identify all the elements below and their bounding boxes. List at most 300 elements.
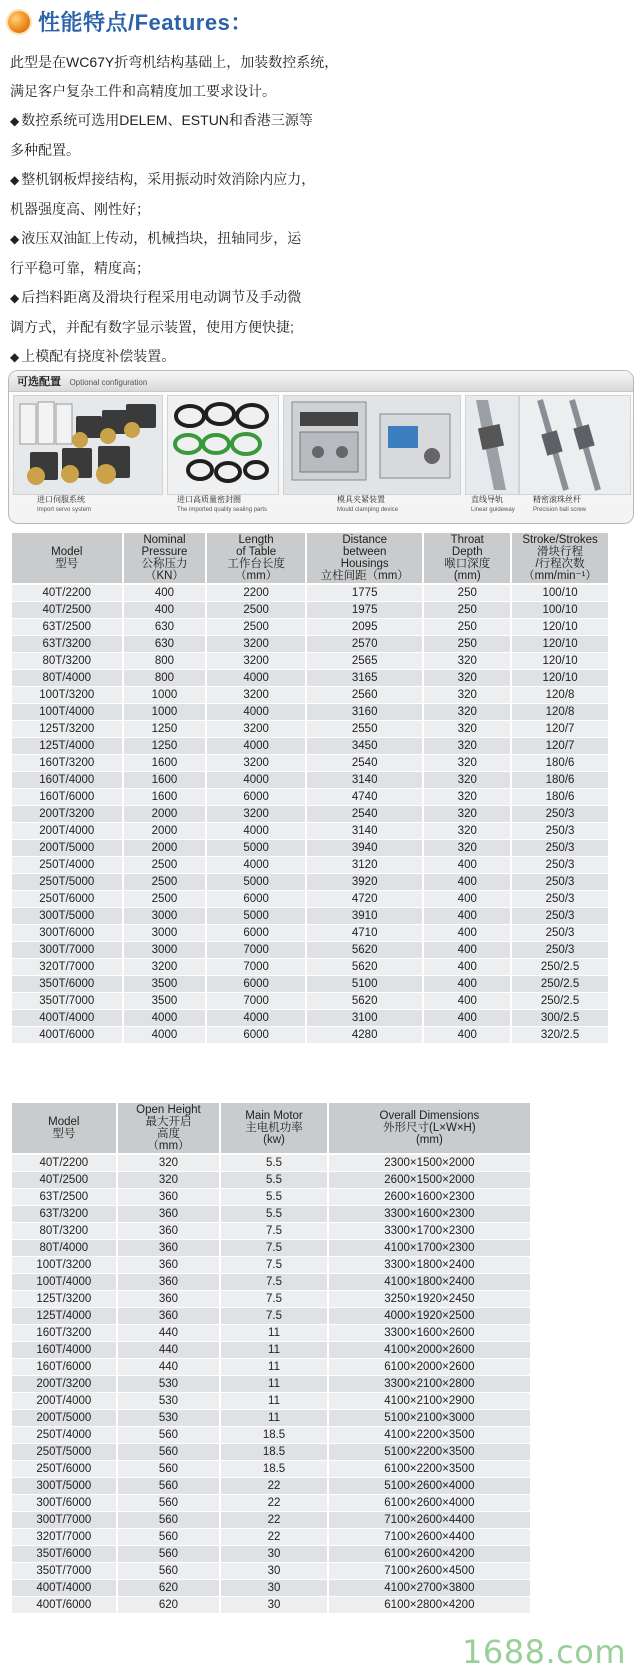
value-cell: 320 — [423, 653, 511, 670]
model-cell: 200T/5000 — [11, 1410, 117, 1427]
value-cell: 320 — [423, 670, 511, 687]
model-cell: 350T/7000 — [11, 1563, 117, 1580]
value-cell: 3920 — [306, 874, 424, 891]
optional-item-label: 模具夹紧装置 Mould clamping device — [337, 495, 399, 513]
column-header: Stroke/Strokes 滑块行程 /行程次数 （mm/min⁻¹） — [511, 532, 609, 584]
value-cell: 4100×1800×2400 — [328, 1274, 531, 1291]
model-cell: 40T/2500 — [11, 602, 123, 619]
value-cell: 320 — [423, 789, 511, 806]
value-cell: 120/7 — [511, 721, 609, 738]
value-cell: 120/10 — [511, 653, 609, 670]
value-cell: 3300×1600×2300 — [328, 1206, 531, 1223]
feature-line: 行平稳可靠，精度高； — [10, 260, 150, 276]
value-cell: 120/8 — [511, 687, 609, 704]
value-cell: 6000 — [206, 891, 306, 908]
value-cell: 3165 — [306, 670, 424, 687]
value-cell: 320 — [117, 1154, 221, 1172]
table-header-row — [11, 532, 609, 584]
intro-text — [10, 48, 630, 372]
value-cell: 4100×2700×3800 — [328, 1580, 531, 1597]
value-cell: 30 — [220, 1580, 327, 1597]
value-cell: 180/6 — [511, 789, 609, 806]
value-cell: 400 — [123, 584, 207, 602]
model-cell: 320T/7000 — [11, 959, 123, 976]
value-cell: 400 — [423, 908, 511, 925]
table-row — [11, 1240, 531, 1257]
model-cell: 200T/4000 — [11, 823, 123, 840]
table-row — [11, 1461, 531, 1478]
table-row — [11, 1308, 531, 1325]
value-cell: 360 — [117, 1189, 221, 1206]
value-cell: 5100×2200×3500 — [328, 1444, 531, 1461]
value-cell: 560 — [117, 1512, 221, 1529]
value-cell: 1600 — [123, 772, 207, 789]
model-cell: 40T/2500 — [11, 1172, 117, 1189]
value-cell: 100/10 — [511, 584, 609, 602]
value-cell: 3200 — [206, 687, 306, 704]
value-cell: 5.5 — [220, 1206, 327, 1223]
model-cell: 300T/5000 — [11, 908, 123, 925]
table-row — [11, 959, 609, 976]
value-cell: 620 — [117, 1597, 221, 1614]
value-cell: 7.5 — [220, 1291, 327, 1308]
value-cell: 5000 — [206, 840, 306, 857]
model-cell: 125T/3200 — [11, 1291, 117, 1308]
model-cell: 125T/4000 — [11, 1308, 117, 1325]
section-header — [8, 6, 253, 37]
value-cell: 360 — [117, 1206, 221, 1223]
value-cell: 5.5 — [220, 1172, 327, 1189]
value-cell: 6100×2800×4200 — [328, 1597, 531, 1614]
feature-line: ◆ 上模配有挠度补偿装置。 — [10, 348, 176, 364]
value-cell: 400 — [423, 857, 511, 874]
value-cell: 4000 — [206, 1010, 306, 1027]
spec-table-pressure — [10, 531, 610, 1044]
table-row — [11, 840, 609, 857]
value-cell: 4720 — [306, 891, 424, 908]
table-row — [11, 1427, 531, 1444]
value-cell: 6100×2600×4200 — [328, 1546, 531, 1563]
model-cell: 40T/2200 — [11, 1154, 117, 1172]
feature-line: 调方式，并配有数字显示装置，使用方便快捷; — [10, 319, 294, 335]
value-cell: 3000 — [123, 908, 207, 925]
model-cell: 125T/3200 — [11, 721, 123, 738]
feature-line: ◆ 数控系统可选用DELEM、ESTUN和香港三源等 — [10, 112, 313, 128]
value-cell: 360 — [117, 1257, 221, 1274]
value-cell: 7.5 — [220, 1308, 327, 1325]
value-cell: 7100×2600×4400 — [328, 1512, 531, 1529]
table-row — [11, 772, 609, 789]
model-cell: 40T/2200 — [11, 584, 123, 602]
value-cell: 250/3 — [511, 891, 609, 908]
value-cell: 5000 — [206, 908, 306, 925]
value-cell: 1600 — [123, 789, 207, 806]
value-cell: 3300×1800×2400 — [328, 1257, 531, 1274]
model-cell: 300T/7000 — [11, 1512, 117, 1529]
model-cell: 80T/4000 — [11, 1240, 117, 1257]
table-row — [11, 1154, 531, 1172]
value-cell: 2095 — [306, 619, 424, 636]
table-row — [11, 1563, 531, 1580]
value-cell: 320 — [423, 738, 511, 755]
table-row — [11, 1274, 531, 1291]
value-cell: 11 — [220, 1342, 327, 1359]
value-cell: 250/3 — [511, 806, 609, 823]
value-cell: 4000×1920×2500 — [328, 1308, 531, 1325]
value-cell: 560 — [117, 1478, 221, 1495]
model-cell: 320T/7000 — [11, 1529, 117, 1546]
value-cell: 7000 — [206, 959, 306, 976]
intro-line: 满足客户复杂工件和高精度加工要求设计。 — [10, 83, 276, 99]
value-cell: 560 — [117, 1461, 221, 1478]
value-cell: 22 — [220, 1495, 327, 1512]
value-cell: 7.5 — [220, 1223, 327, 1240]
value-cell: 4280 — [306, 1027, 424, 1044]
value-cell: 2000 — [123, 823, 207, 840]
value-cell: 22 — [220, 1529, 327, 1546]
value-cell: 3500 — [123, 993, 207, 1010]
value-cell: 5620 — [306, 959, 424, 976]
value-cell: 3250×1920×2450 — [328, 1291, 531, 1308]
table-row — [11, 1010, 609, 1027]
value-cell: 4710 — [306, 925, 424, 942]
table-row — [11, 1410, 531, 1427]
value-cell: 3000 — [123, 942, 207, 959]
table-row — [11, 857, 609, 874]
model-cell: 125T/4000 — [11, 738, 123, 755]
optional-config-panel — [8, 370, 634, 524]
value-cell: 320 — [423, 840, 511, 857]
value-cell: 2300×1500×2000 — [328, 1154, 531, 1172]
value-cell: 4100×2200×3500 — [328, 1427, 531, 1444]
model-cell: 160T/3200 — [11, 755, 123, 772]
table-row — [11, 1580, 531, 1597]
value-cell: 7.5 — [220, 1257, 327, 1274]
value-cell: 3100 — [306, 1010, 424, 1027]
value-cell: 5.5 — [220, 1154, 327, 1172]
value-cell: 250/3 — [511, 823, 609, 840]
value-cell: 400 — [423, 993, 511, 1010]
table-row — [11, 1376, 531, 1393]
value-cell: 5.5 — [220, 1189, 327, 1206]
value-cell: 5620 — [306, 993, 424, 1010]
value-cell: 250/2.5 — [511, 976, 609, 993]
table-row — [11, 908, 609, 925]
value-cell: 250/2.5 — [511, 993, 609, 1010]
value-cell: 22 — [220, 1512, 327, 1529]
column-header: Model 型号 — [11, 1102, 117, 1154]
page-title: 性能特点/Features： — [38, 10, 253, 35]
value-cell: 7.5 — [220, 1240, 327, 1257]
feature-line: ◆ 后挡料距离及滑块行程采用电动调节及手动微 — [10, 289, 302, 305]
value-cell: 5100×2600×4000 — [328, 1478, 531, 1495]
model-cell: 80T/3200 — [11, 653, 123, 670]
value-cell: 250/3 — [511, 908, 609, 925]
optional-item-label: 直线导轨 Linear guideway — [471, 495, 515, 513]
value-cell: 560 — [117, 1495, 221, 1512]
value-cell: 4000 — [206, 738, 306, 755]
value-cell: 7100×2600×4400 — [328, 1529, 531, 1546]
value-cell: 2565 — [306, 653, 424, 670]
model-cell: 200T/4000 — [11, 1393, 117, 1410]
value-cell: 30 — [220, 1597, 327, 1614]
value-cell: 180/6 — [511, 755, 609, 772]
value-cell: 250 — [423, 636, 511, 653]
model-cell: 200T/5000 — [11, 840, 123, 857]
model-cell: 250T/6000 — [11, 891, 123, 908]
value-cell: 2540 — [306, 755, 424, 772]
value-cell: 320 — [423, 823, 511, 840]
value-cell: 4000 — [123, 1010, 207, 1027]
model-cell: 63T/2500 — [11, 619, 123, 636]
value-cell: 400 — [423, 874, 511, 891]
value-cell: 120/10 — [511, 636, 609, 653]
diamond-bullet-icon: ◆ — [10, 173, 20, 187]
value-cell: 11 — [220, 1359, 327, 1376]
watermark: 1688.com — [462, 1633, 626, 1671]
value-cell: 320/2.5 — [511, 1027, 609, 1044]
table-row — [11, 891, 609, 908]
table-row — [11, 755, 609, 772]
column-header: Nominal Pressure 公称压力 （KN） — [123, 532, 207, 584]
table-row — [11, 1512, 531, 1529]
value-cell: 5000 — [206, 874, 306, 891]
diamond-bullet-icon: ◆ — [10, 232, 20, 246]
value-cell: 1975 — [306, 602, 424, 619]
value-cell: 530 — [117, 1393, 221, 1410]
value-cell: 120/10 — [511, 619, 609, 636]
table-row — [11, 1546, 531, 1563]
value-cell: 120/7 — [511, 738, 609, 755]
value-cell: 360 — [117, 1291, 221, 1308]
value-cell: 7000 — [206, 993, 306, 1010]
value-cell: 250 — [423, 584, 511, 602]
value-cell: 2570 — [306, 636, 424, 653]
value-cell: 3000 — [123, 925, 207, 942]
sealing-rings-photo — [167, 395, 279, 495]
value-cell: 120/8 — [511, 704, 609, 721]
value-cell: 11 — [220, 1393, 327, 1410]
value-cell: 560 — [117, 1444, 221, 1461]
value-cell: 400 — [423, 1027, 511, 1044]
model-cell: 400T/6000 — [11, 1027, 123, 1044]
diamond-bullet-icon: ◆ — [10, 291, 20, 305]
mould-clamp-photo — [283, 395, 461, 495]
value-cell: 1600 — [123, 755, 207, 772]
spec-table-dimensions — [10, 1101, 532, 1614]
table-row — [11, 823, 609, 840]
value-cell: 11 — [220, 1376, 327, 1393]
value-cell: 4000 — [206, 857, 306, 874]
optional-config-caption — [9, 371, 633, 392]
value-cell: 1775 — [306, 584, 424, 602]
value-cell: 630 — [123, 636, 207, 653]
value-cell: 4100×2000×2600 — [328, 1342, 531, 1359]
value-cell: 18.5 — [220, 1461, 327, 1478]
value-cell: 630 — [123, 619, 207, 636]
value-cell: 360 — [117, 1274, 221, 1291]
model-cell: 400T/4000 — [11, 1580, 117, 1597]
feature-line: 机器强度高、刚性好； — [10, 201, 150, 217]
value-cell: 11 — [220, 1410, 327, 1427]
servo-system-photo — [13, 395, 163, 495]
feature-list — [10, 106, 630, 372]
value-cell: 3140 — [306, 772, 424, 789]
value-cell: 4000 — [206, 670, 306, 687]
table-row — [11, 976, 609, 993]
table-row — [11, 1478, 531, 1495]
linear-guideway-photo — [465, 395, 519, 495]
value-cell: 3200 — [206, 806, 306, 823]
model-cell: 250T/4000 — [11, 857, 123, 874]
value-cell: 250/2.5 — [511, 959, 609, 976]
value-cell: 18.5 — [220, 1444, 327, 1461]
value-cell: 100/10 — [511, 602, 609, 619]
value-cell: 6000 — [206, 789, 306, 806]
model-cell: 250T/4000 — [11, 1427, 117, 1444]
table-row — [11, 687, 609, 704]
model-cell: 250T/6000 — [11, 1461, 117, 1478]
model-cell: 350T/6000 — [11, 1546, 117, 1563]
table-row — [11, 1444, 531, 1461]
table-row — [11, 993, 609, 1010]
model-cell: 63T/2500 — [11, 1189, 117, 1206]
value-cell: 6100×2200×3500 — [328, 1461, 531, 1478]
value-cell: 360 — [117, 1223, 221, 1240]
table-row — [11, 1325, 531, 1342]
column-header: Overall Dimensions 外形尺寸(L×W×H) (mm) — [328, 1102, 531, 1154]
orange-bullet-icon — [8, 11, 30, 33]
optional-item-label: 精密滚珠丝杆 Precision ball screw — [533, 495, 587, 513]
table-row — [11, 806, 609, 823]
value-cell: 250/3 — [511, 925, 609, 942]
value-cell: 6000 — [206, 925, 306, 942]
value-cell: 6000 — [206, 1027, 306, 1044]
intro-line: 此型是在WC67Y折弯机结构基础上，加装数控系统， — [10, 54, 339, 70]
value-cell: 7000 — [206, 942, 306, 959]
value-cell: 400 — [123, 602, 207, 619]
value-cell: 6100×2000×2600 — [328, 1359, 531, 1376]
table-row — [11, 704, 609, 721]
model-cell: 350T/6000 — [11, 976, 123, 993]
value-cell: 440 — [117, 1325, 221, 1342]
value-cell: 1250 — [123, 738, 207, 755]
value-cell: 2560 — [306, 687, 424, 704]
table-row — [11, 1529, 531, 1546]
value-cell: 3120 — [306, 857, 424, 874]
value-cell: 320 — [423, 687, 511, 704]
value-cell: 3160 — [306, 704, 424, 721]
value-cell: 2500 — [123, 857, 207, 874]
table-row — [11, 636, 609, 653]
optional-config-title-zh: 可选配置 — [17, 376, 61, 388]
model-cell: 250T/5000 — [11, 874, 123, 891]
table-row — [11, 1206, 531, 1223]
value-cell: 560 — [117, 1529, 221, 1546]
value-cell: 360 — [117, 1308, 221, 1325]
value-cell: 3300×2100×2800 — [328, 1376, 531, 1393]
value-cell: 2000 — [123, 840, 207, 857]
value-cell: 3200 — [123, 959, 207, 976]
value-cell: 1000 — [123, 704, 207, 721]
model-cell: 160T/4000 — [11, 1342, 117, 1359]
optional-config-title-en: Optional configuration — [69, 378, 148, 387]
value-cell: 4000 — [123, 1027, 207, 1044]
column-header: Model 型号 — [11, 532, 123, 584]
value-cell: 3450 — [306, 738, 424, 755]
table-row — [11, 738, 609, 755]
value-cell: 7100×2600×4500 — [328, 1563, 531, 1580]
value-cell: 440 — [117, 1342, 221, 1359]
ball-screw-photo — [519, 395, 631, 495]
table-header-row — [11, 1102, 531, 1154]
value-cell: 3500 — [123, 976, 207, 993]
value-cell: 30 — [220, 1563, 327, 1580]
table-row — [11, 1189, 531, 1206]
value-cell: 5100 — [306, 976, 424, 993]
column-header: Throat Depth 喉口深度 (mm) — [423, 532, 511, 584]
value-cell: 320 — [423, 772, 511, 789]
feature-line: 多种配置。 — [10, 142, 80, 158]
value-cell: 250/3 — [511, 857, 609, 874]
value-cell: 250/3 — [511, 874, 609, 891]
value-cell: 5100×2100×3000 — [328, 1410, 531, 1427]
table-row — [11, 602, 609, 619]
value-cell: 530 — [117, 1376, 221, 1393]
table-row — [11, 584, 609, 602]
value-cell: 620 — [117, 1580, 221, 1597]
value-cell: 4000 — [206, 823, 306, 840]
model-cell: 80T/4000 — [11, 670, 123, 687]
table-row — [11, 619, 609, 636]
model-cell: 100T/3200 — [11, 1257, 117, 1274]
table-row — [11, 1223, 531, 1240]
table-row — [11, 1597, 531, 1614]
value-cell: 560 — [117, 1563, 221, 1580]
value-cell: 250 — [423, 602, 511, 619]
model-cell: 100T/4000 — [11, 704, 123, 721]
value-cell: 1000 — [123, 687, 207, 704]
value-cell: 4100×1700×2300 — [328, 1240, 531, 1257]
model-cell: 160T/3200 — [11, 1325, 117, 1342]
value-cell: 800 — [123, 653, 207, 670]
table-row — [11, 874, 609, 891]
column-header: Length of Table 工作台长度 （mm） — [206, 532, 306, 584]
value-cell: 400 — [423, 891, 511, 908]
model-cell: 63T/3200 — [11, 636, 123, 653]
value-cell: 800 — [123, 670, 207, 687]
value-cell: 2000 — [123, 806, 207, 823]
table-row — [11, 942, 609, 959]
table-row — [11, 1027, 609, 1044]
value-cell: 4000 — [206, 704, 306, 721]
value-cell: 300/2.5 — [511, 1010, 609, 1027]
model-cell: 300T/6000 — [11, 925, 123, 942]
model-cell: 160T/6000 — [11, 789, 123, 806]
diamond-bullet-icon: ◆ — [10, 114, 20, 128]
model-cell: 100T/4000 — [11, 1274, 117, 1291]
value-cell: 6000 — [206, 976, 306, 993]
feature-line: ◆ 整机钢板焊接结构，采用振动时效消除内应力， — [10, 171, 316, 187]
value-cell: 4740 — [306, 789, 424, 806]
value-cell: 1250 — [123, 721, 207, 738]
model-cell: 160T/6000 — [11, 1359, 117, 1376]
table-row — [11, 1291, 531, 1308]
value-cell: 2600×1600×2300 — [328, 1189, 531, 1206]
value-cell: 3910 — [306, 908, 424, 925]
value-cell: 250 — [423, 619, 511, 636]
value-cell: 4100×2100×2900 — [328, 1393, 531, 1410]
